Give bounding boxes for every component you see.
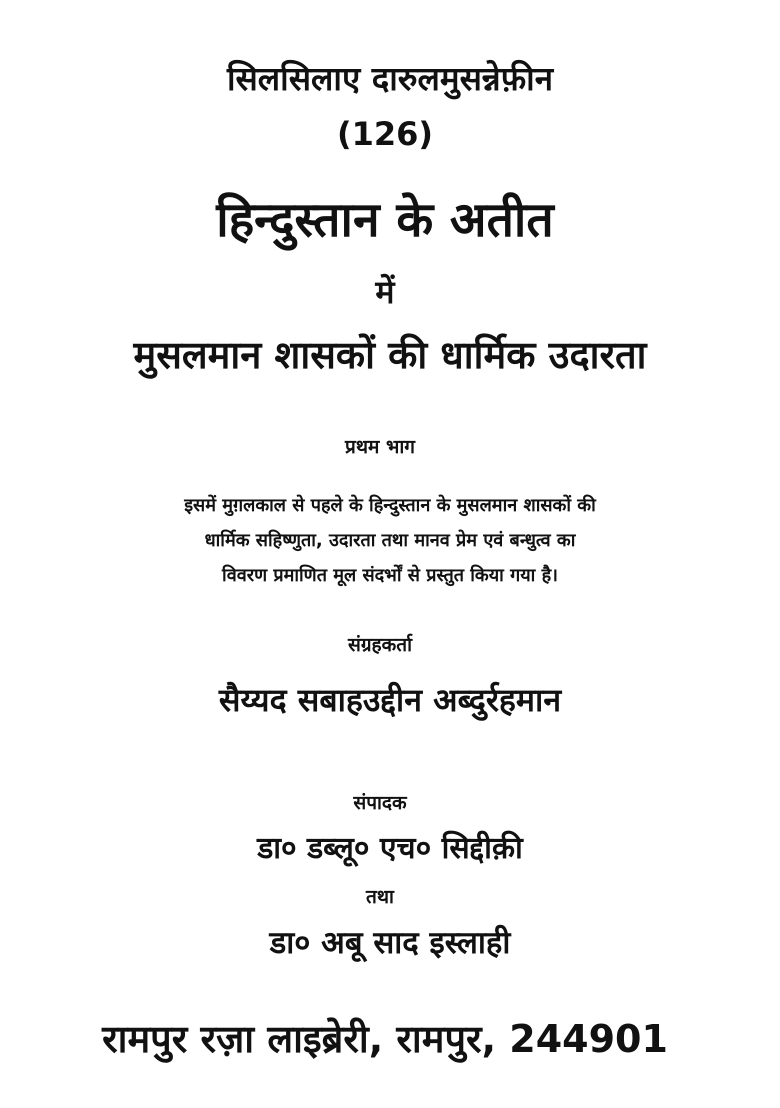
description-line-1: इसमें मुग़लकाल से पहले के हिन्दुस्तान के मुसलमान शासकों की — [184, 495, 596, 516]
series-number: (126) — [336, 115, 434, 153]
book-title-line-3: मुसलमान शासकों की धार्मिक उदारता — [133, 333, 647, 377]
description-line-2: धार्मिक सहिष्णुता, उदारता तथा मानव प्रेम एवं बन्धुत्व का — [204, 530, 576, 551]
compiler-label: संग्रहकर्ता — [348, 634, 412, 656]
part-label: प्रथम भाग — [345, 436, 415, 458]
editor-conjunction: तथा — [366, 886, 394, 908]
editor-name-1: डा० डब्लू० एच० सिद्दीक़ी — [257, 831, 523, 866]
publisher-line: रामपुर रज़ा लाइब्रेरी, रामपुर, 244901 — [102, 1017, 668, 1061]
compiler-name: सैय्यद सबाहउद्दीन अब्दुर्रहमान — [218, 681, 562, 719]
book-title-line-1: हिन्दुस्तान के अतीत — [216, 192, 554, 248]
editor-name-2: डा० अबू साद इस्लाही — [269, 925, 511, 961]
editor-label: संपादक — [353, 792, 407, 814]
book-title-line-2: में — [375, 273, 395, 311]
series-name: सिलसिलाए दारुलमुसन्नेफ़ीन — [226, 59, 554, 98]
description — [0, 488, 780, 593]
description-line-3: विवरण प्रमाणित मूल संदर्भों से प्रस्तुत किया गया है। — [222, 565, 558, 586]
